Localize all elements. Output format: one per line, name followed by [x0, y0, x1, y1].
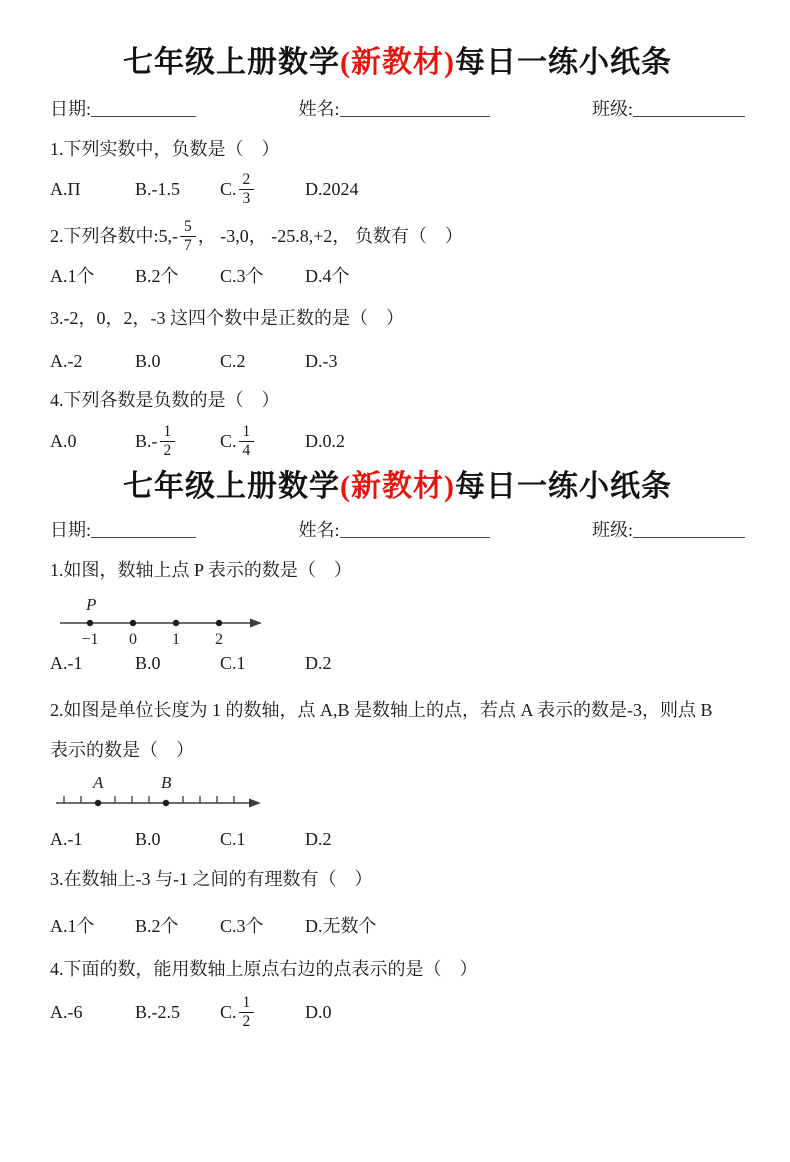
- numerator: 1: [239, 994, 255, 1012]
- option-b: B.0: [135, 653, 161, 673]
- numerator: 1: [160, 423, 176, 441]
- option-a: A.Π: [50, 179, 81, 199]
- option-a: A.-1: [50, 653, 83, 673]
- option-a: A.0: [50, 431, 77, 451]
- number-line-2: [54, 774, 269, 816]
- worksheet-title-2: [50, 468, 745, 506]
- point-b-label: B: [161, 774, 172, 792]
- option-c: [220, 171, 305, 206]
- field-date-blank: [91, 102, 196, 117]
- field-name-label: 姓名:: [298, 520, 340, 540]
- fields-row-1: [50, 97, 745, 121]
- fraction: [239, 423, 255, 458]
- s2-question-3: 3.在数轴上-3 与-1 之间的有理数有（ ）: [50, 869, 373, 889]
- denominator: 2: [163, 441, 172, 459]
- field-date-label: 日期:: [50, 99, 92, 119]
- option-d: D.2: [305, 829, 332, 849]
- point-dot: [216, 620, 222, 626]
- option-c: C.2: [220, 351, 246, 371]
- s1-question-1: 1.下列实数中，负数是（ ）: [50, 139, 280, 159]
- s2-question-1: 1.如图，数轴上点 P 表示的数是（ ）: [50, 560, 352, 580]
- option-b: B.2个: [135, 916, 179, 936]
- field-name-blank: [340, 523, 490, 538]
- fraction: [160, 423, 176, 458]
- fraction: [239, 171, 255, 206]
- option-c: [220, 994, 305, 1029]
- option-d: D.-3: [305, 351, 338, 371]
- s1-q1-options: [50, 167, 745, 211]
- s1-question-2: [50, 213, 745, 259]
- arrowhead-icon: [249, 799, 261, 808]
- option-a: A.1个: [50, 266, 95, 286]
- option-c-label: C.: [220, 1002, 237, 1022]
- title-part-post: 每日一练小纸条: [454, 46, 672, 79]
- arrowhead-icon: [250, 619, 262, 628]
- option-b: B.-2.5: [135, 1002, 180, 1022]
- number-line-1: [58, 596, 268, 648]
- denominator: 7: [184, 236, 192, 254]
- point-a-label: A: [93, 774, 104, 792]
- field-date: [50, 97, 196, 121]
- field-class-label: 班级:: [591, 99, 633, 119]
- option-d: D.2024: [305, 179, 359, 199]
- field-name: [298, 518, 489, 542]
- point-p-label: P: [86, 596, 97, 614]
- option-b-sign: -: [151, 431, 158, 451]
- point-a-dot: [95, 800, 101, 806]
- s1-question-3: 3.-2，0，2，-3 这四个数中是正数的是（ ）: [50, 308, 404, 328]
- title-part-pre: 七年级上册数学: [123, 470, 340, 503]
- option-b: B.0: [135, 351, 161, 371]
- option-d: D.无数个: [305, 916, 377, 936]
- title-part-highlight: (新教材): [340, 470, 455, 503]
- field-name: [298, 97, 489, 121]
- s2-question-2: [50, 690, 745, 770]
- option-c-label: C.: [220, 431, 237, 451]
- option-a: A.-2: [50, 351, 83, 371]
- option-c: C.3个: [220, 916, 264, 936]
- title-part-pre: 七年级上册数学: [123, 46, 340, 79]
- option-c: C.1: [220, 829, 246, 849]
- option-c: [220, 423, 305, 458]
- option-b-label: B.: [135, 431, 152, 451]
- numerator: 5: [180, 218, 196, 236]
- worksheet-page: [0, 44, 790, 1035]
- point-dot: [173, 620, 179, 626]
- option-a: A.-6: [50, 1002, 83, 1022]
- fraction: [239, 994, 255, 1029]
- option-c: C.1: [220, 653, 246, 673]
- numerator: 1: [239, 423, 255, 441]
- field-name-label: 姓名:: [298, 99, 340, 119]
- q2-text-post: ， -3,0， -25.8,+2， 负数有（ ）: [197, 226, 463, 246]
- s2-q1-options: [50, 650, 745, 676]
- field-name-blank: [340, 102, 490, 117]
- fields-row-2: [50, 518, 745, 542]
- option-c-label: C.: [220, 179, 237, 199]
- option-b: [135, 423, 220, 458]
- s2-question-4: 4.下面的数，能用数轴上原点右边的点表示的是（ ）: [50, 959, 478, 979]
- denominator: 2: [242, 1012, 251, 1030]
- option-d: D.0: [305, 1002, 332, 1022]
- q2-frac-sign: -: [172, 226, 179, 246]
- option-b: B.-1.5: [135, 179, 180, 199]
- tick-label: 1: [172, 631, 180, 648]
- s1-q4-options: [50, 418, 745, 464]
- s2-q3-options: [50, 913, 745, 939]
- field-class-blank: [633, 102, 745, 117]
- title-part-highlight: (新教材): [340, 46, 455, 79]
- title-part-post: 每日一练小纸条: [454, 470, 672, 503]
- option-d: D.0.2: [305, 431, 345, 451]
- point-dot: [87, 620, 93, 626]
- s1-question-4: 4.下列各数是负数的是（ ）: [50, 390, 280, 410]
- option-a: A.1个: [50, 916, 95, 936]
- option-c: C.3个: [220, 266, 264, 286]
- denominator: 3: [242, 189, 251, 207]
- field-class: [592, 518, 745, 542]
- tick-label: −1: [81, 631, 99, 648]
- tick-label: 0: [129, 631, 137, 648]
- s2-q2-line2: 表示的数是（ ）: [50, 740, 194, 760]
- field-date: [50, 518, 196, 542]
- field-date-label: 日期:: [50, 520, 92, 540]
- field-class-label: 班级:: [591, 520, 633, 540]
- option-a: A.-1: [50, 829, 83, 849]
- field-date-blank: [91, 523, 196, 538]
- field-class-blank: [633, 523, 745, 538]
- numerator: 2: [239, 171, 255, 189]
- option-d: D.4个: [305, 266, 350, 286]
- option-b: B.0: [135, 829, 161, 849]
- worksheet-title-1: [50, 44, 745, 82]
- denominator: 4: [242, 441, 251, 459]
- q2-text-pre: 2.下列各数中:5,: [50, 226, 173, 246]
- field-class: [592, 97, 745, 121]
- point-dot: [130, 620, 136, 626]
- point-b-dot: [163, 800, 169, 806]
- s1-q2-options: [50, 263, 745, 289]
- s2-q4-options: [50, 989, 745, 1035]
- s1-q3-options: [50, 348, 745, 374]
- option-d: D.2: [305, 653, 332, 673]
- tick-label: 2: [215, 631, 223, 648]
- s2-q2-line1: 2.如图是单位长度为 1 的数轴，点 A,B 是数轴上的点，若点 A 表示的数是-3，则点 B: [50, 700, 713, 720]
- fraction: [180, 218, 196, 253]
- option-b: B.2个: [135, 266, 179, 286]
- s2-q2-options: [50, 826, 745, 852]
